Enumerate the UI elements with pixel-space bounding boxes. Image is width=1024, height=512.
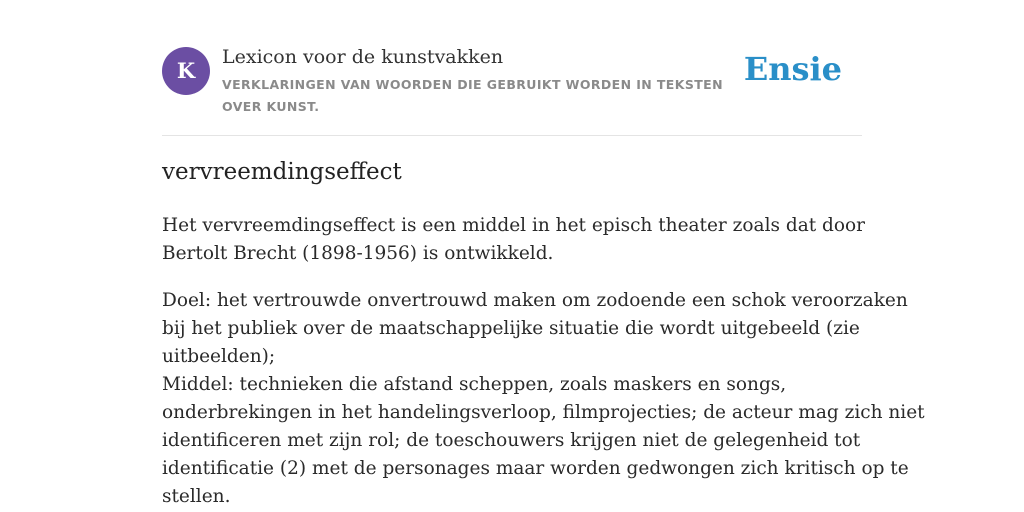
lexicon-title[interactable]: Lexicon voor de kunstvakken: [222, 46, 504, 68]
text-line: uitbeelden);: [162, 346, 276, 367]
lexicon-header: [162, 44, 862, 135]
header-divider: [162, 135, 862, 136]
entry-paragraph-1: [162, 212, 866, 268]
text-line: identificeren met zijn rol; de toeschouwers krijgen niet de gelegenheid tot: [162, 430, 861, 451]
text-line: Middel: technieken die afstand scheppen, zoals maskers en songs,: [162, 374, 787, 395]
text-line: stellen.: [162, 486, 231, 507]
text-line: onderbrekingen in het handelingsverloop, filmprojecties; de acteur mag zich niet: [162, 402, 925, 423]
text-line: identificatie (2) met de personages maar worden gedwongen zich kritisch op te: [162, 458, 909, 479]
ensie-logo[interactable]: Ensie: [743, 50, 842, 88]
text-line: Bertolt Brecht (1898-1956) is ontwikkeld.: [162, 243, 554, 264]
lexicon-avatar[interactable]: K: [162, 47, 210, 95]
text-line: bij het publiek over de maatschappelijke situatie die wordt uitgebeeld (zie: [162, 318, 860, 339]
text-line: Het vervreemdingseffect is een middel in het episch theater zoals dat door: [162, 215, 866, 236]
entry-term: vervreemdingseffect: [162, 159, 402, 185]
entry-paragraph-2: [162, 287, 925, 511]
text-line: Doel: het vertrouwde onvertrouwd maken om zodoende een schok veroorzaken: [162, 290, 908, 311]
lexicon-subtitle: VERKLARINGEN VAN WOORDEN DIE GEBRUIKT WORDEN IN TEKSTEN OVER KUNST.: [222, 77, 723, 114]
